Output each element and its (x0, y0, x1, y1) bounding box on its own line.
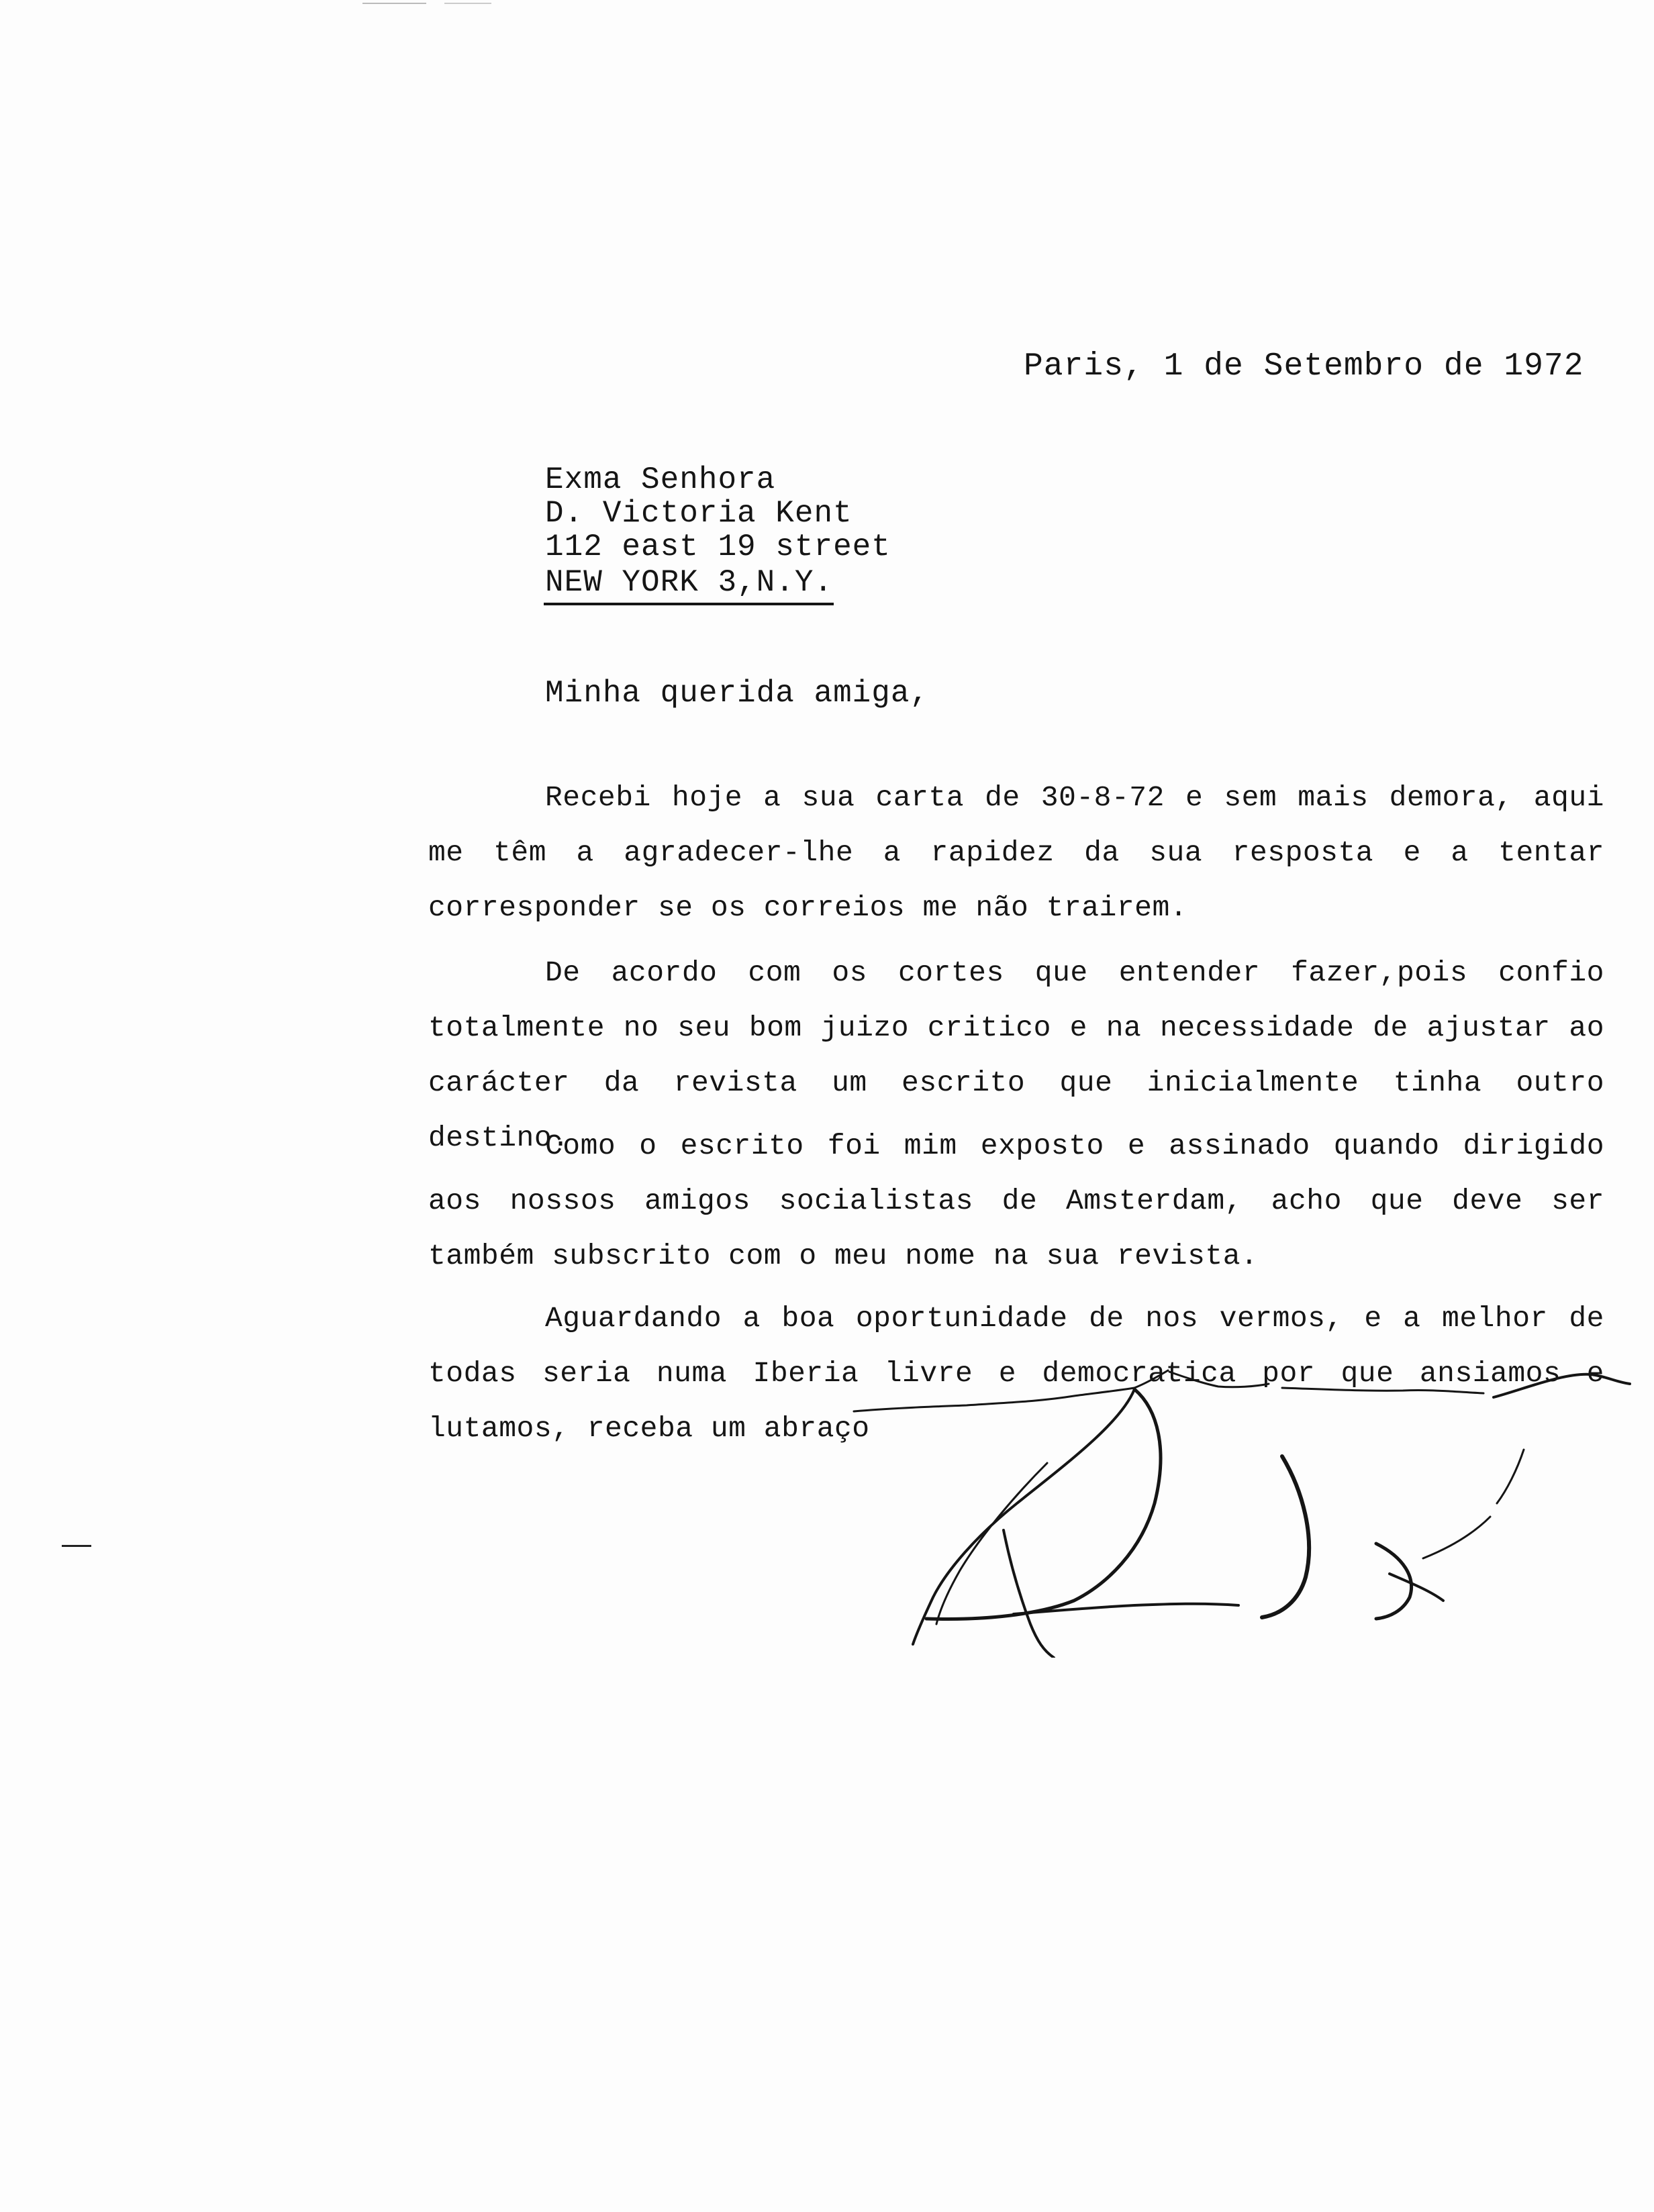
scan-artifact (362, 3, 426, 4)
scan-artifact (62, 1545, 91, 1547)
recipient-city: NEW YORK 3,N.Y. (545, 565, 834, 600)
signature-icon (853, 1369, 1631, 1658)
place-date: Paris, 1 de Setembro de 1972 (1024, 348, 1584, 385)
salutation: Minha querida amiga, (545, 676, 930, 711)
body-paragraph: Aguardando a boa oportunidade de nos vermos, e a melhor de todas seria numa Iberia livre e democratica por que ansiamos e lutamos, receba um abraço (428, 1302, 1604, 1445)
body-paragraph: Recebi hoje a sua carta de 30-8-72 e sem mais demora, aqui me têm a agradecer-lhe a rapidez da sua resposta e a tentar corresponder se os correios me não trairem. (428, 781, 1604, 924)
scan-artifact (444, 3, 491, 4)
body-paragraph: De acordo com os cortes que entender fazer,pois confio totalmente no seu bom juizo critico e na necessidade de ajustar ao carácter da revista um escrito que inicialmente tinha outro destino. (428, 956, 1604, 1154)
body-paragraph: Como o escrito foi mim exposto e assinado quando dirigido aos nossos amigos socialistas de Amsterdam, acho que deve ser também subscrito com o meu nome na sua revista. (428, 1129, 1604, 1272)
recipient-street: 112 east 19 street (545, 530, 891, 564)
city-underline (544, 603, 834, 605)
recipient-name: D. Victoria Kent (545, 496, 853, 531)
recipient-title: Exma Senhora (545, 462, 776, 497)
